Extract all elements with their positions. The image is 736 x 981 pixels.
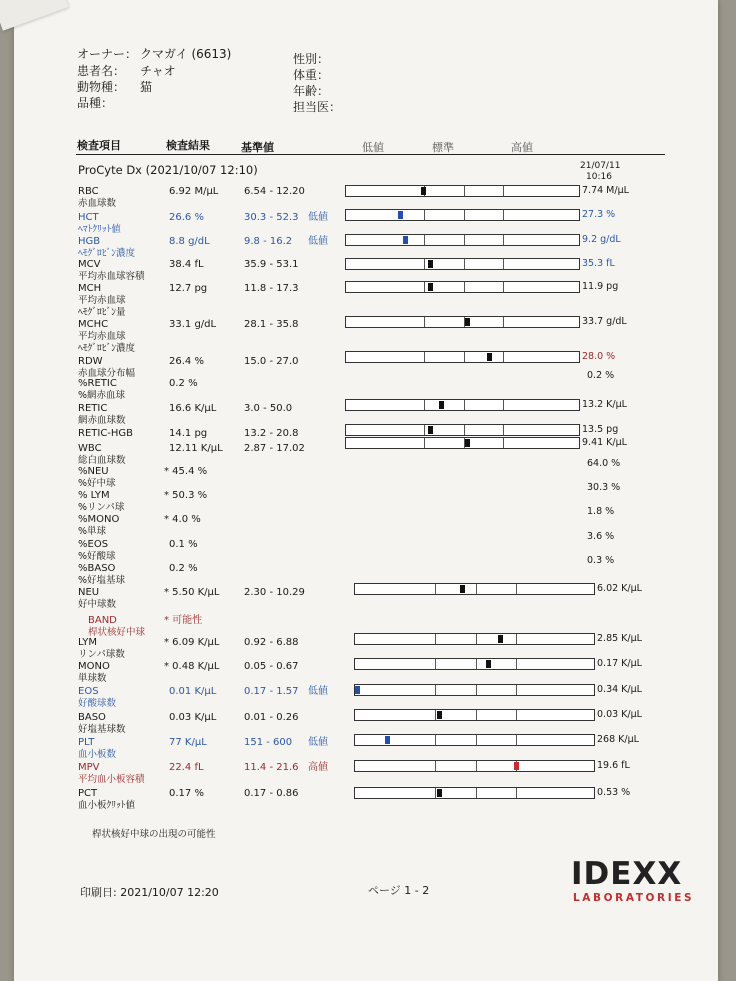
row-jp-name: 血小板数 [78, 749, 117, 760]
row-previous: 30.3 % [587, 482, 621, 493]
row-previous: 33.7 g/dL [582, 316, 627, 327]
row-jp-name: %好中球 [78, 478, 116, 489]
weight-label: 体重： [293, 68, 330, 82]
instrument-title: ProCyte Dx (2021/10/07 12:10) [78, 163, 258, 177]
range-tick [464, 235, 465, 245]
range-bar [345, 281, 580, 293]
row-code: %RETIC [78, 378, 117, 389]
range-tick [503, 400, 504, 410]
row-jp-name: 平均赤血球 [78, 331, 126, 342]
row-code: LYM [78, 637, 97, 648]
range-tick [464, 186, 465, 196]
row-previous: 9.2 g/dL [582, 234, 621, 245]
range-tick [424, 317, 425, 327]
range-tick [503, 282, 504, 292]
row-result: 22.4 fL [169, 762, 204, 773]
row-code: %BASO [78, 563, 116, 574]
range-tick [503, 235, 504, 245]
row-flag: 高値 [308, 762, 328, 773]
row-reference: 0.92 - 6.88 [244, 637, 299, 648]
row-code: %MONO [78, 514, 120, 525]
row-result: * 5.50 K/µL [164, 587, 220, 598]
range-bar [345, 424, 580, 436]
header-rule [76, 154, 665, 155]
species-value: 猫 [140, 80, 153, 94]
row-jp-name: %好酸球 [78, 551, 116, 562]
row-reference: 11.8 - 17.3 [244, 283, 299, 294]
row-reference: 151 - 600 [244, 737, 293, 748]
idexx-logo [571, 858, 711, 904]
range-bar [354, 760, 595, 772]
result-marker [465, 318, 470, 326]
row-jp-name: 赤血球数 [78, 198, 117, 209]
range-bar [354, 709, 595, 721]
result-marker [398, 211, 403, 219]
range-bar [354, 583, 595, 595]
row-previous: 28.0 % [582, 351, 616, 362]
range-tick [424, 400, 425, 410]
row-previous: 1.8 % [587, 506, 615, 517]
result-marker [498, 635, 503, 643]
range-tick [464, 259, 465, 269]
row-code: %EOS [78, 539, 109, 550]
range-tick [516, 659, 517, 669]
footnote: 桿状核好中球の出現の可能性 [92, 829, 216, 840]
result-marker [421, 187, 426, 195]
row-code: NEU [78, 587, 100, 598]
row-code: WBC [78, 443, 102, 454]
row-result: 0.2 % [169, 563, 198, 574]
range-tick [435, 761, 436, 771]
range-bar [345, 258, 580, 270]
range-tick [476, 659, 477, 669]
print-date: 印刷日: 2021/10/07 12:20 [80, 886, 219, 899]
row-previous: 0.17 K/µL [597, 658, 642, 669]
row-previous: 35.3 fL [582, 258, 615, 269]
range-bar [345, 316, 580, 328]
result-marker [428, 260, 433, 268]
range-bar [354, 633, 595, 645]
row-jp-name: 好酸球数 [78, 698, 117, 709]
col-item: 検査項目 [77, 139, 121, 152]
range-bar [345, 437, 580, 449]
age-label: 年齢： [293, 84, 330, 98]
row-jp-name: 単球数 [78, 673, 107, 684]
previous-time: 10:16 [586, 172, 612, 182]
row-previous: 0.2 % [587, 370, 615, 381]
row-flag: 低値 [308, 212, 328, 223]
range-tick [476, 634, 477, 644]
row-jp-name: 赤血球分布幅 [78, 368, 136, 379]
owner-value: クマガイ (6613) [140, 47, 232, 61]
row-previous: 7.74 M/µL [582, 185, 629, 196]
range-tick [476, 685, 477, 695]
row-reference: 0.17 - 1.57 [244, 686, 299, 697]
result-marker [514, 762, 519, 770]
row-reference: 0.01 - 0.26 [244, 712, 299, 723]
row-flag: 低値 [308, 236, 328, 247]
owner-label: オーナー： [77, 47, 138, 61]
row-previous: 27.3 % [582, 209, 616, 220]
row-previous: 13.2 K/µL [582, 399, 627, 410]
row-jp-name: %単球 [78, 526, 107, 537]
breed-label: 品種： [77, 96, 114, 110]
row-result: 14.1 pg [169, 428, 208, 439]
row-code: %NEU [78, 466, 109, 477]
col-result: 検査結果 [166, 139, 210, 152]
result-marker [486, 660, 491, 668]
row-result: 0.01 K/µL [169, 686, 217, 697]
row-reference: 2.87 - 17.02 [244, 443, 305, 454]
row-reference: 0.17 - 0.86 [244, 788, 299, 799]
result-marker [460, 585, 465, 593]
row-jp-name: 平均血小板容積 [78, 774, 145, 785]
row-reference: 11.4 - 21.6 [244, 762, 299, 773]
row-jp-name: ﾍﾓｸﾞﾛﾋﾞﾝ濃度 [78, 248, 136, 259]
logo-main-text: IDEXX [571, 856, 683, 892]
logo-sub-text: LABORATORIES [573, 892, 695, 904]
row-result: 12.7 pg [169, 283, 208, 294]
row-reference: 3.0 - 50.0 [244, 403, 293, 414]
range-tick [464, 282, 465, 292]
row-jp-name: %好塩基球 [78, 575, 126, 586]
row-code: RBC [78, 186, 99, 197]
row-jp-name: %網赤血球 [78, 390, 126, 401]
result-marker [428, 426, 433, 434]
range-tick [476, 788, 477, 798]
row-previous: 64.0 % [587, 458, 621, 469]
range-tick [464, 425, 465, 435]
range-tick [503, 210, 504, 220]
range-tick [435, 584, 436, 594]
range-tick [424, 210, 425, 220]
row-jp-name: 好中球数 [78, 599, 117, 610]
range-tick [516, 788, 517, 798]
range-tick [476, 735, 477, 745]
overlapping-sheet-corner [0, 0, 69, 31]
range-tick [464, 400, 465, 410]
species-label: 動物種： [77, 80, 126, 94]
row-previous: 0.34 K/µL [597, 684, 642, 695]
row-result: * 50.3 % [164, 490, 208, 501]
row-code: PLT [78, 737, 95, 748]
row-result: * 可能性 [164, 615, 203, 626]
row-result: 6.92 M/µL [169, 186, 219, 197]
row-result: 26.6 % [169, 212, 204, 223]
range-tick [435, 735, 436, 745]
range-bar [345, 399, 580, 411]
range-tick [424, 352, 425, 362]
row-result: * 4.0 % [164, 514, 201, 525]
row-code: MONO [78, 661, 110, 672]
row-result: 0.03 K/µL [169, 712, 217, 723]
range-bar [354, 658, 595, 670]
row-reference: 2.30 - 10.29 [244, 587, 305, 598]
col-normal: 標準 [432, 141, 454, 154]
row-previous: 11.9 pg [582, 281, 619, 292]
row-code: % LYM [78, 490, 110, 501]
range-bar [345, 209, 580, 221]
result-marker [437, 711, 442, 719]
range-tick [503, 425, 504, 435]
row-jp-name: 平均赤血球 [78, 295, 126, 306]
row-jp-name: 総白血球数 [78, 455, 126, 466]
range-tick [424, 425, 425, 435]
row-previous: 13.5 pg [582, 424, 619, 435]
range-tick [503, 317, 504, 327]
row-previous: 0.53 % [597, 787, 631, 798]
row-code: MCH [78, 283, 102, 294]
row-result: 0.2 % [169, 378, 198, 389]
result-marker [437, 789, 442, 797]
range-tick [516, 685, 517, 695]
row-previous: 0.3 % [587, 555, 615, 566]
row-result: * 6.09 K/µL [164, 637, 220, 648]
row-result: * 45.4 % [164, 466, 208, 477]
range-tick [516, 634, 517, 644]
row-code: MCV [78, 259, 101, 270]
row-result: 0.17 % [169, 788, 204, 799]
range-bar [354, 787, 595, 799]
row-jp-name: 平均赤血球容積 [78, 271, 145, 282]
row-result: 38.4 fL [169, 259, 204, 270]
row-previous: 268 K/µL [597, 734, 639, 745]
row-result: 77 K/µL [169, 737, 207, 748]
row-code: HGB [78, 236, 101, 247]
row-result: 26.4 % [169, 356, 204, 367]
previous-date: 21/07/11 [580, 161, 621, 171]
row-result: 12.11 K/µL [169, 443, 223, 454]
row-code: BASO [78, 712, 106, 723]
result-marker [428, 283, 433, 291]
col-high: 高値 [511, 141, 533, 154]
row-jp-name-2: ﾍﾓｸﾞﾛﾋﾞﾝ濃度 [78, 343, 136, 354]
row-result: 8.8 g/dL [169, 236, 210, 247]
range-tick [424, 282, 425, 292]
row-jp-name: %リンパ球 [78, 502, 125, 513]
range-tick [476, 710, 477, 720]
row-jp-name: 血小板ｸﾘｯﾄ値 [78, 800, 136, 811]
range-tick [424, 235, 425, 245]
range-bar [345, 351, 580, 363]
page-number: ページ 1 - 2 [368, 884, 430, 897]
row-jp-name-2: ﾍﾓｸﾞﾛﾋﾞﾝ量 [78, 307, 126, 318]
range-tick [435, 685, 436, 695]
range-bar [354, 734, 595, 746]
col-reference: 基準値 [241, 141, 274, 154]
row-jp-name: ﾍﾏﾄｸﾘｯﾄ値 [78, 224, 121, 235]
range-tick [503, 352, 504, 362]
result-marker [403, 236, 408, 244]
row-reference: 28.1 - 35.8 [244, 319, 299, 330]
row-result: 16.6 K/µL [169, 403, 217, 414]
doctor-label: 担当医： [293, 100, 342, 114]
range-bar [345, 234, 580, 246]
row-flag: 低値 [308, 737, 328, 748]
result-marker [385, 736, 390, 744]
row-previous: 9.41 K/µL [582, 437, 627, 448]
result-marker [355, 686, 360, 694]
range-tick [435, 659, 436, 669]
row-result: 33.1 g/dL [169, 319, 217, 330]
range-tick [516, 710, 517, 720]
row-code: BAND [88, 615, 117, 626]
row-previous: 3.6 % [587, 531, 615, 542]
range-tick [503, 259, 504, 269]
range-tick [503, 438, 504, 448]
range-tick [516, 735, 517, 745]
range-tick [464, 210, 465, 220]
row-code: RDW [78, 356, 103, 367]
row-code: RETIC-HGB [78, 428, 134, 439]
row-reference: 0.05 - 0.67 [244, 661, 299, 672]
row-reference: 6.54 - 12.20 [244, 186, 305, 197]
result-marker [439, 401, 444, 409]
row-previous: 6.02 K/µL [597, 583, 642, 594]
col-low: 低値 [362, 141, 384, 154]
row-jp-name: 好塩基球数 [78, 724, 126, 735]
range-tick [424, 259, 425, 269]
row-reference: 13.2 - 20.8 [244, 428, 299, 439]
row-flag: 低値 [308, 686, 328, 697]
row-code: MCHC [78, 319, 109, 330]
row-code: MPV [78, 762, 100, 773]
range-tick [435, 788, 436, 798]
range-tick [516, 584, 517, 594]
row-reference: 35.9 - 53.1 [244, 259, 299, 270]
row-code: EOS [78, 686, 99, 697]
row-result: * 0.48 K/µL [164, 661, 220, 672]
range-tick [476, 761, 477, 771]
row-reference: 15.0 - 27.0 [244, 356, 299, 367]
row-previous: 0.03 K/µL [597, 709, 642, 720]
range-tick [464, 352, 465, 362]
row-previous: 19.6 fL [597, 760, 630, 771]
row-reference: 30.3 - 52.3 [244, 212, 299, 223]
range-bar [354, 684, 595, 696]
row-reference: 9.8 - 16.2 [244, 236, 293, 247]
row-code: PCT [78, 788, 98, 799]
result-marker [487, 353, 492, 361]
sex-label: 性別： [293, 52, 330, 66]
row-jp-name: リンパ球数 [78, 649, 125, 660]
report-paper [14, 0, 718, 981]
range-tick [435, 710, 436, 720]
range-tick [435, 634, 436, 644]
result-marker [465, 439, 470, 447]
row-code: RETIC [78, 403, 108, 414]
range-tick [424, 438, 425, 448]
range-tick [503, 186, 504, 196]
patient-value: チャオ [140, 64, 176, 78]
row-jp-name: 網赤血球数 [78, 415, 126, 426]
range-bar [345, 185, 580, 197]
row-previous: 2.85 K/µL [597, 633, 642, 644]
row-result: 0.1 % [169, 539, 198, 550]
row-code: HCT [78, 212, 99, 223]
patient-label: 患者名： [77, 64, 126, 78]
range-tick [476, 584, 477, 594]
row-jp-name: 桿状核好中球 [88, 627, 146, 638]
